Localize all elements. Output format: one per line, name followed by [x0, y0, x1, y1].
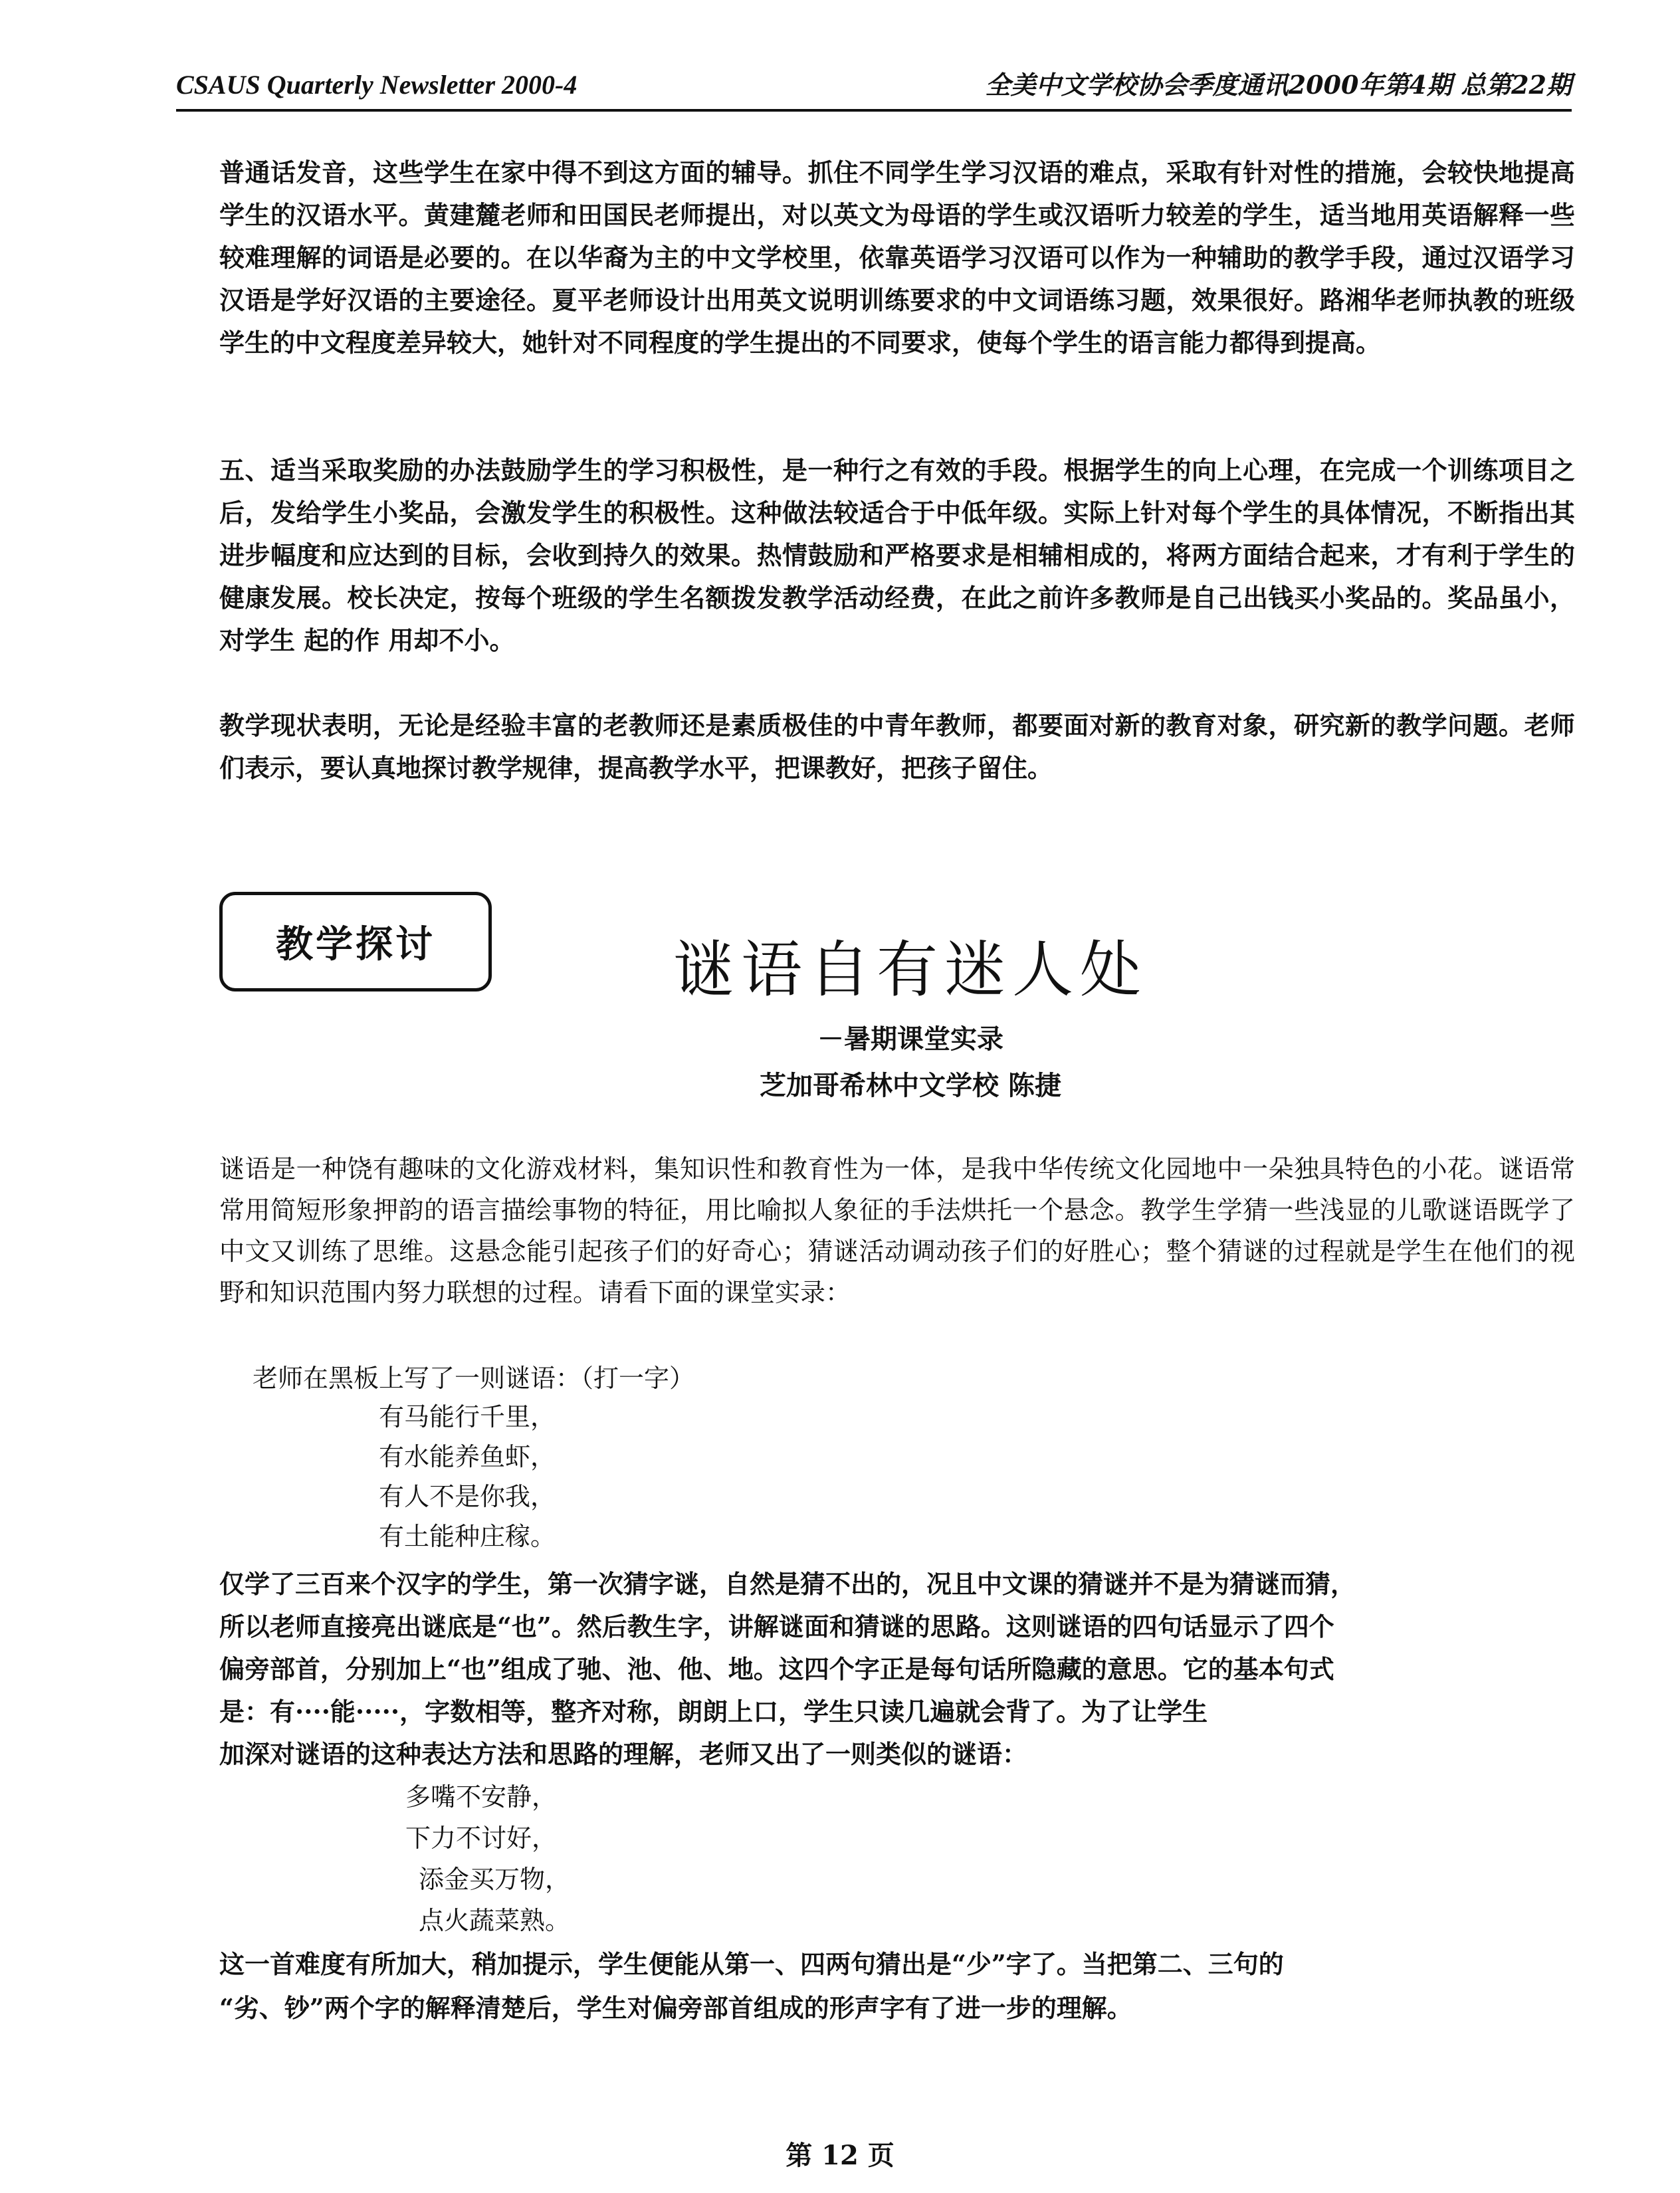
article-title: 谜语自有迷人处 [673, 934, 1148, 1005]
section-label-box [219, 892, 492, 992]
closing-line: 这一首难度有所加大，稍加提示，学生便能从第一、四两句猜出是“少”字了。当把第二、三句的 [219, 1949, 1284, 1979]
explain-line: 是：有····能·····，字数相等，整齐对称，朗朗上口，学生只读几遍就会背了。为了让学生 [219, 1697, 1208, 1726]
explain-line: 偏旁部首，分别加上“也”组成了驰、池、他、地。这四个字正是每句话所隐藏的意思。它的基本句式 [219, 1654, 1334, 1684]
riddle1-line: 有土能种庄稼。 [379, 1522, 556, 1551]
paragraph-conclusion: 教学现状表明，无论是经验丰富的老教师还是素质极佳的中青年教师，都要面对新的教育对象，研究新的教学问题。老师们表示，要认真地探讨教学规律，提高教学水平，把课教好，把孩子留住。 [219, 710, 1575, 783]
riddle2-line: 下力不讨好， [405, 1824, 558, 1853]
newsletter-title-en: CSAUS Quarterly Newsletter 2000-4 [176, 70, 578, 100]
riddle2-line: 添金买万物， [419, 1865, 571, 1894]
riddle1-line: 有水能养鱼虾， [379, 1442, 556, 1471]
page-number: 第 12 页 [786, 2140, 894, 2171]
riddle1-line: 有马能行千里， [379, 1402, 556, 1431]
paragraph-point-five: 五、适当采取奖励的办法鼓励学生的学习积极性，是一种行之有效的手段。根据学生的向上心理，在完成一个训练项目之后，发给学生小奖品，会激发学生的积极性。这种做法较适合于中低年级。实际上针对每个学生的具体情况，不断指出其进步幅度和应达到的目标，会收到持久的效果。热情鼓励和严格要求是相辅相成的，将两方面结合起来，才有利于学生的健康发展。校长决定，按每个班级的学生名额拨发教学活动经费，在此之前许多教师是自己出钱买小奖品的。奖品虽小，对学生 起的作 用却不小。 [219, 455, 1575, 655]
explain-line: 仅学了三百来个汉字的学生，第一次猜字谜，自然是猜不出的，况且中文课的猜谜并不是为猜谜而猜， [219, 1569, 1356, 1599]
running-header [176, 68, 1572, 102]
riddle2-line: 多嘴不安静， [405, 1782, 558, 1812]
teacher-line: 老师在黑板上写了一则谜语：（打一字） [253, 1364, 695, 1393]
explain-line: 所以老师直接亮出谜底是“也”。然后教生字，讲解谜面和猜谜的思路。这则谜语的四句话显示了四个 [219, 1612, 1334, 1641]
header-rule [176, 109, 1572, 112]
riddle2-line: 点火蔬菜熟。 [419, 1906, 571, 1935]
article-author: 芝加哥希林中文学校 陈捷 [760, 1070, 1061, 1101]
explain-line: 加深对谜语的这种表达方法和思路的理解，老师又出了一则类似的谜语： [219, 1739, 1028, 1769]
riddle1-line: 有人不是你我， [379, 1482, 556, 1511]
closing-line: “劣、钞”两个字的解释清楚后，学生对偏旁部首组成的形声字有了进一步的理解。 [219, 1993, 1132, 2023]
paragraph-continued: 普通话发音，这些学生在家中得不到这方面的辅导。抓住不同学生学习汉语的难点，采取有针对性的措施，会较快地提高学生的汉语水平。黄建麓老师和田国民老师提出，对以英文为母语的学生或汉语听力较差的学生，适当地用英语解释一些较难理解的词语是必要的。在以华裔为主的中文学校里，依靠英语学习汉语可以作为一种辅助的教学手段，通过汉语学习汉语是学好汉语的主要途径。夏平老师设计出用英文说明训练要求的中文词语练习题，效果很好。路湘华老师执教的班级学生的中文程度差异较大，她针对不同程度的学生提出的不同要求，使每个学生的语言能力都得到提高。 [219, 157, 1575, 358]
article-intro: 谜语是一种饶有趣味的文化游戏材料，集知识性和教育性为一体，是我中华传统文化园地中一朵独具特色的小花。谜语常常用简短形象押韵的语言描绘事物的特征，用比喻拟人象征的手法烘托一个悬念。教学生学猜一些浅显的儿歌谜语既学了中文又训练了思维。这悬念能引起孩子们的好奇心；猜谜活动调动孩子们的好胜心；整个猜谜的过程就是学生在他们的视野和知识范围内努力联想的过程。请看下面的课堂实录： [219, 1154, 1575, 1307]
newsletter-title-cn: 全美中文学校协会季度通讯2000年第4期 总第22期 [985, 70, 1572, 100]
section-label: 教学探讨 [276, 923, 435, 966]
article-subtitle: －暑期课堂实录 [817, 1023, 1003, 1055]
